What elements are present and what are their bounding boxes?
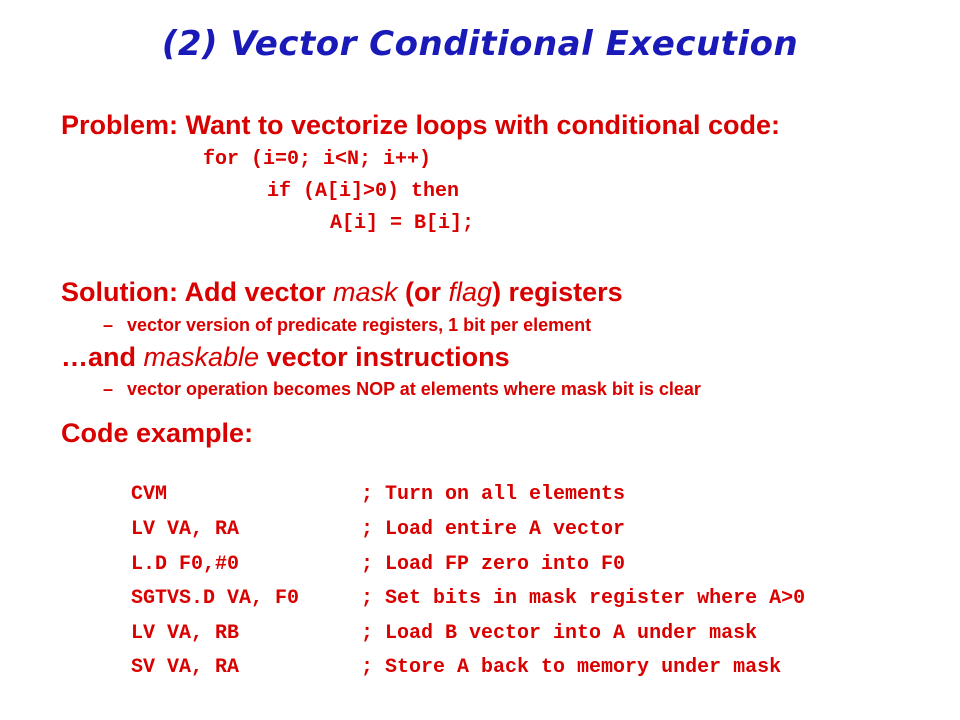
solution-prefix: Solution: Add vector	[61, 277, 333, 307]
asm-instruction: SGTVS.D VA, F0	[131, 587, 300, 610]
asm-comment: ; Load FP zero into F0	[361, 553, 626, 576]
maskable-word: maskable	[143, 342, 260, 372]
solution-middle: (or	[397, 277, 449, 307]
asm-instruction: LV VA, RB	[131, 622, 240, 645]
asm-comment: ; Load B vector into A under mask	[361, 622, 758, 645]
asm-comment: ; Load entire A vector	[361, 518, 626, 541]
asm-comment: ; Set bits in mask register where A>0	[361, 587, 806, 610]
bullet-dash: –	[103, 379, 114, 399]
asm-comment: ; Turn on all elements	[361, 483, 626, 506]
code-line-for: for (i=0; i<N; i++)	[203, 148, 432, 171]
asm-instruction: L.D F0,#0	[131, 553, 240, 576]
solution-heading	[61, 277, 623, 308]
and-suffix: vector instructions	[259, 342, 510, 372]
problem-heading: Problem: Want to vectorize loops with conditional code:	[61, 110, 781, 140]
asm-instruction: SV VA, RA	[131, 656, 240, 679]
asm-comment: ; Store A back to memory under mask	[361, 656, 782, 679]
flag-word: flag	[448, 277, 493, 307]
mask-word: mask	[333, 277, 398, 307]
solution-suffix: ) registers	[492, 277, 623, 307]
and-prefix: …and	[61, 342, 144, 372]
bullet-nop	[103, 379, 701, 400]
code-example-heading: Code example:	[61, 418, 254, 448]
asm-instruction: CVM	[131, 483, 168, 506]
code-line-if: if (A[i]>0) then	[267, 180, 460, 203]
bullet-predicate-text: vector version of predicate registers, 1 bit per element	[127, 315, 592, 335]
bullet-dash: –	[103, 315, 114, 335]
slide-title: (2) Vector Conditional Execution	[161, 24, 799, 64]
code-line-assign: A[i] = B[i];	[330, 212, 475, 235]
bullet-predicate	[103, 315, 591, 336]
asm-instruction: LV VA, RA	[131, 518, 240, 541]
maskable-heading	[61, 342, 510, 373]
asm-row	[107, 633, 781, 679]
bullet-nop-text: vector operation becomes NOP at elements where mask bit is clear	[127, 379, 701, 399]
